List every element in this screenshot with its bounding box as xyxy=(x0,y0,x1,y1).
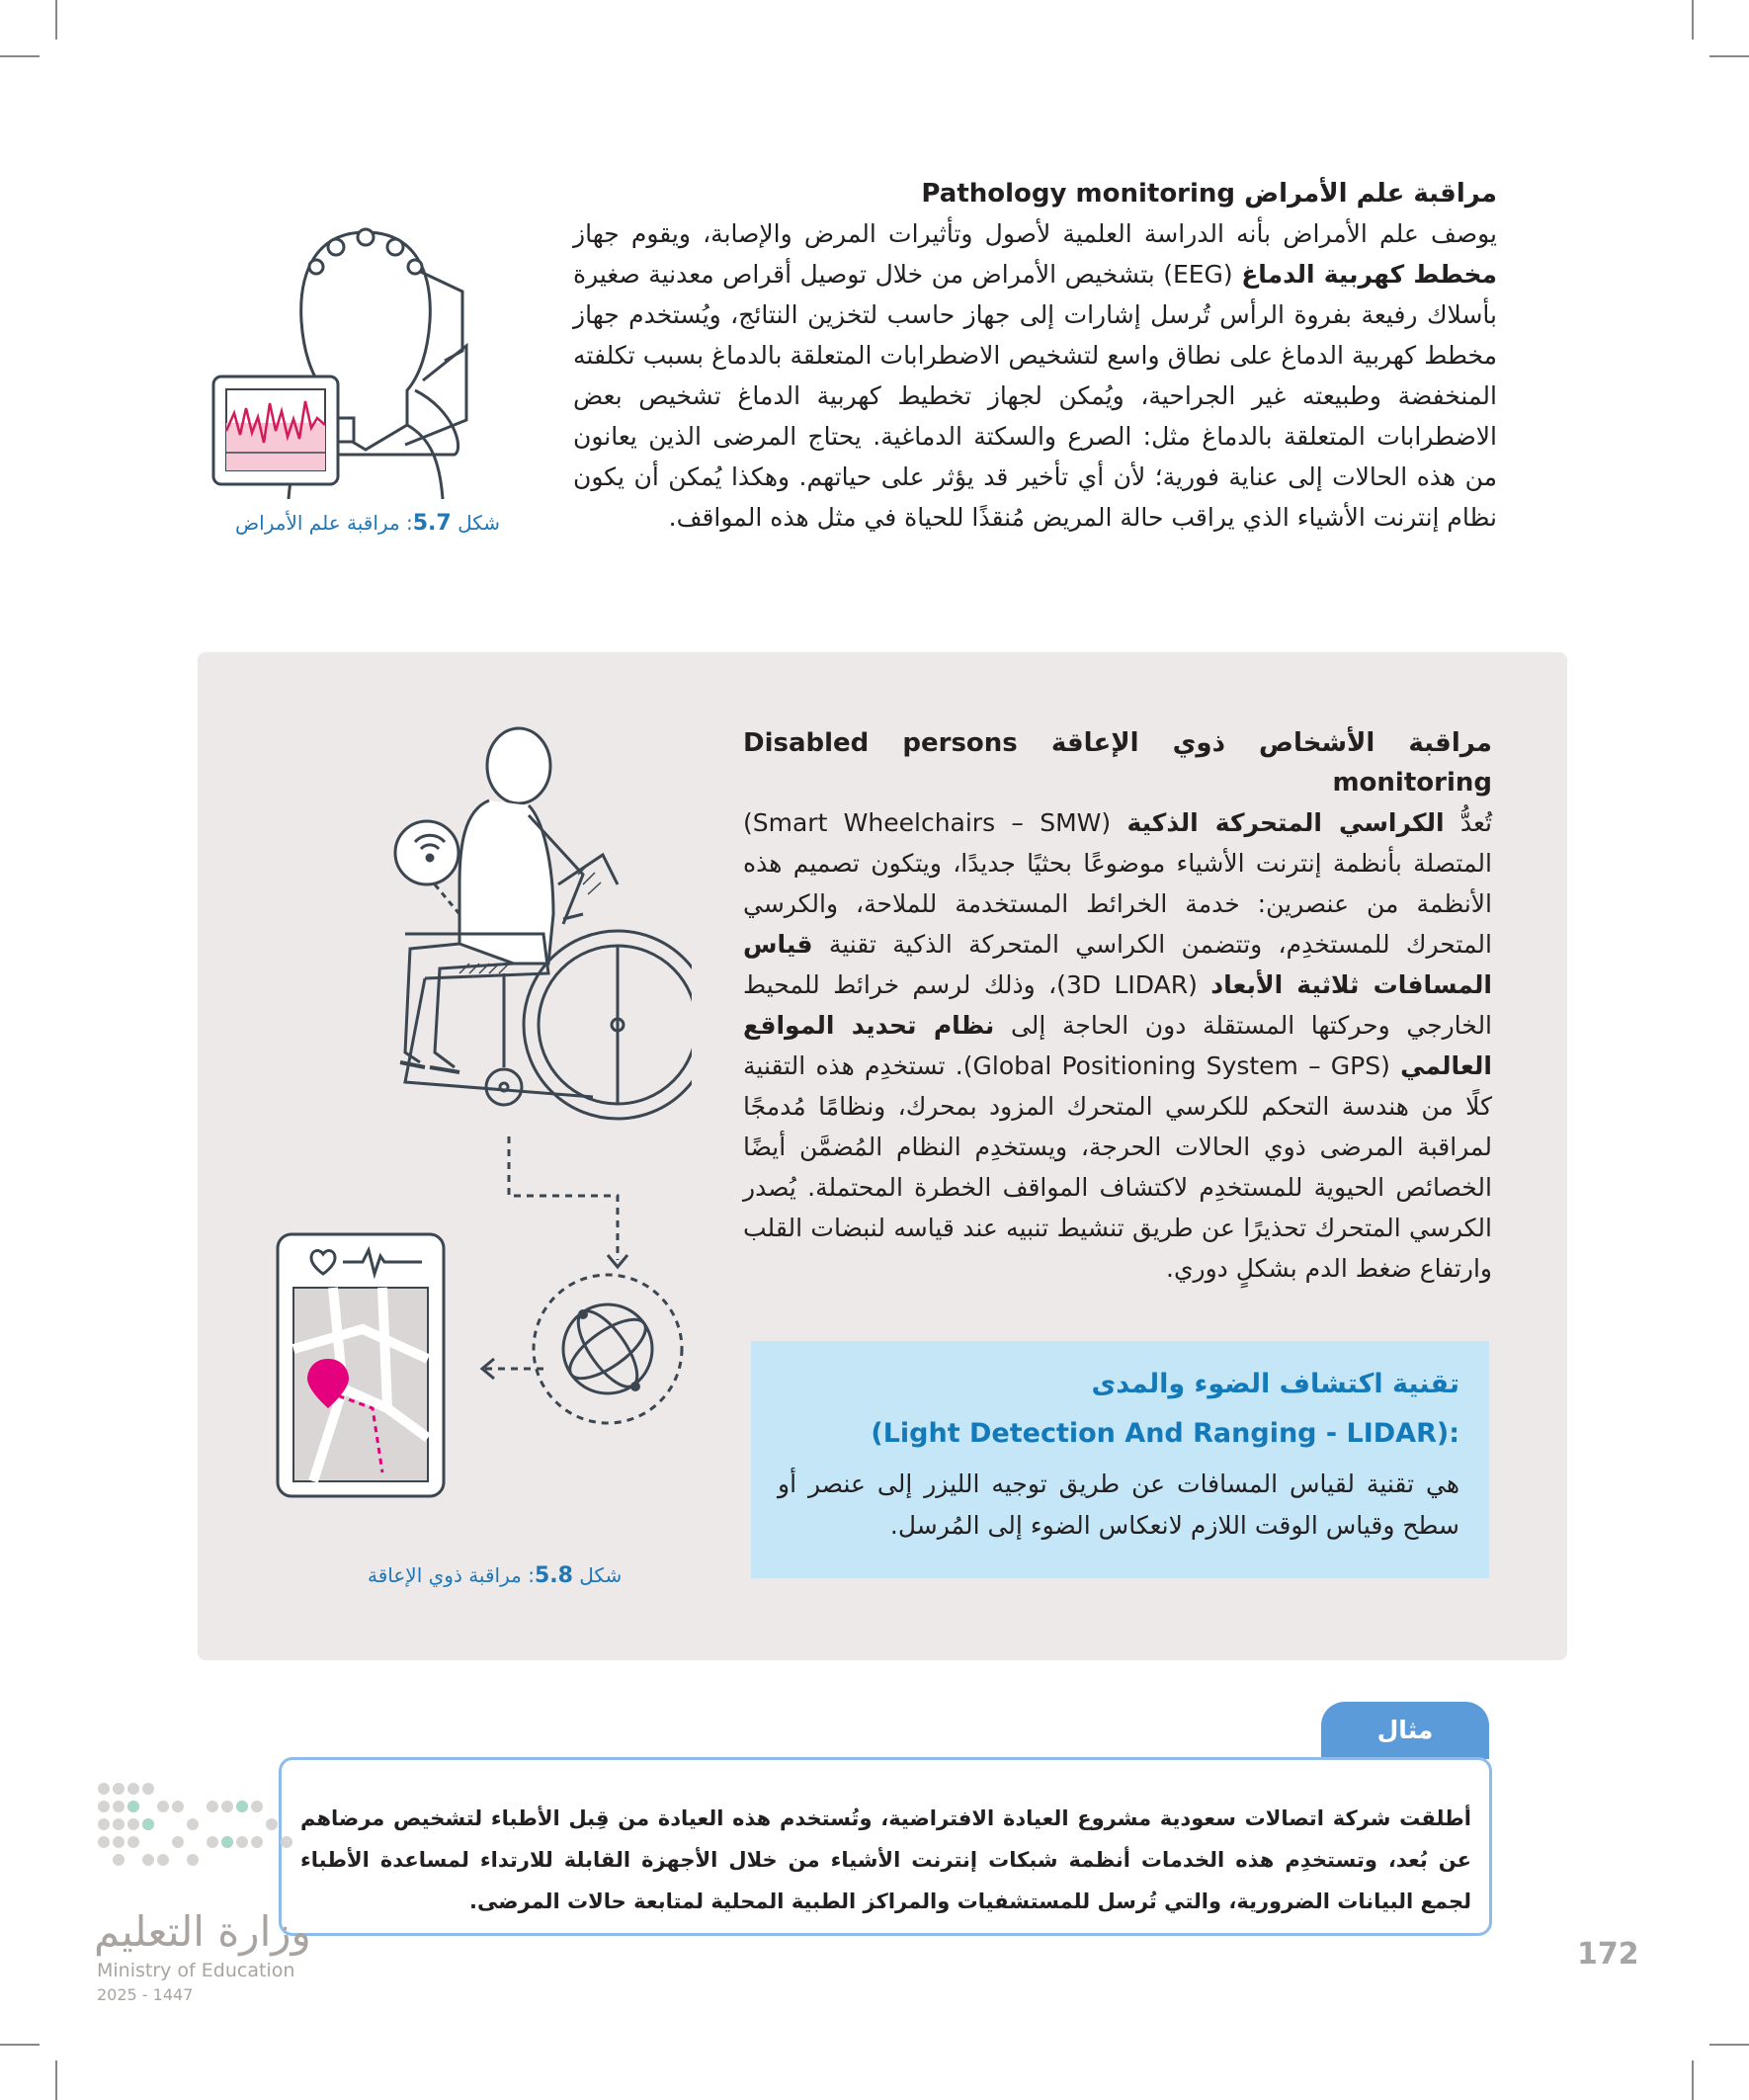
text-run: (Smart Wheelchairs – SMW) المتصلة بأنظمة إنترنت الأشياء موضوعًا بحثيًا جديدًا، ويتكون تصميم هذه الأنظمة من عنصرين: خدمة الخرائط المستخدمة للملاحة، والكرسي المتحرك للمستخدِم، وتتضمن الكراسي المتحركة الذكية تقنية xyxy=(743,808,1492,959)
heading-arabic: مراقبة الأشخاص ذوي الإعاقة xyxy=(1050,728,1493,758)
text-run: (Global Positioning System – GPS). تستخدِم هذه التقنية كلًا من هندسة التحكم للكرسي المتحرك المزود بمحرك، ونظامًا مُدمجًا لمراقبة المرضى ذوي الحالات الحرجة، ويستخدِم النظام المُضمَّن أيضًا الخصائص الحيوية للمستخدِم لاكتشاف المواقف الخطرة المحتملة. يُصدر الكرسي المتحرك تحذيرًا عن طريق تنشيط تنبيه عند قياسه لنبضات القلب وارتفاع ضغط الدم بشكلٍ دوري. xyxy=(743,1051,1492,1283)
crop-mark xyxy=(1709,55,1749,57)
text-run: تُعدُّ xyxy=(1459,808,1492,837)
ministry-year: 2025 - 1447 xyxy=(97,1985,194,2004)
disabled-section xyxy=(743,723,1492,1289)
section-paragraph xyxy=(743,802,1492,1289)
caption-text: : مراقبة علم الأمراض xyxy=(235,511,413,535)
section-heading xyxy=(743,723,1492,802)
map-phone-icon xyxy=(274,1230,452,1507)
lidar-subtitle: (Light Detection And Ranging - LIDAR): xyxy=(871,1418,1459,1449)
lidar-title: تقنية اكتشاف الضوء والمدى xyxy=(1091,1369,1459,1399)
crop-mark xyxy=(55,0,57,40)
crop-mark xyxy=(0,55,40,57)
globe-satellite-icon xyxy=(529,1270,687,1428)
crop-mark xyxy=(55,2060,57,2100)
crop-mark xyxy=(1709,2044,1749,2046)
crop-mark xyxy=(1692,0,1694,40)
lidar-definition-box xyxy=(751,1341,1489,1578)
pathology-section xyxy=(573,174,1497,538)
crop-mark xyxy=(0,2044,40,2046)
ministry-name-arabic: وزارة التعليم xyxy=(94,1907,311,1956)
example-box xyxy=(279,1757,1492,1936)
crop-mark xyxy=(1692,2060,1694,2100)
caption-prefix: شكل xyxy=(579,1563,623,1587)
text-run: (EEG) بتشخيص الأمراض من خلال توصيل أقراص معدنية صغيرة بأسلاك رفيعة بفروة الرأس تُرسل إشارات إلى جهاز حاسب لتخزين النتائج، ويُستخدم جهاز مخطط كهربية الدماغ على نطاق واسع لتشخيص الاضطرابات المتعلقة بالدماغ بسبب تكلفته المنخفضة وطبيعته غير الجراحية، ويُمكن لجهاز تخطيط كهربية الدماغ تشخيص بعض الاضطرابات المتعلقة بالدماغ مثل: الصرع والسكتة الدماغية. يحتاج المرضى الذين يعانون من هذه الحالات إلى عناية فورية؛ لأن أي تأخير قد يؤثر على حياتهم. وهكذا يُمكن أن يكون نظام إنترنت الأشياء الذي يراقب حالة المريض مُنقذًا للحياة في مثل هذه المواقف. xyxy=(573,260,1497,532)
section-paragraph xyxy=(573,213,1497,538)
figure-caption-5-7 xyxy=(235,511,500,536)
lidar-text: هي تقنية لقياس المسافات عن طريق توجيه الليزر إلى عنصر أو سطح وقياس الوقت اللازم لانعكاس الضوء إلى المُرسل. xyxy=(778,1470,1459,1540)
heading-arabic: مراقبة علم الأمراض xyxy=(1244,179,1497,209)
heading-english: Pathology monitoring xyxy=(921,179,1236,209)
caption-number: 5.7 xyxy=(412,511,452,536)
bold-term: الكراسي المتحركة الذكية xyxy=(1126,808,1445,837)
caption-number: 5.8 xyxy=(534,1563,573,1588)
heading-english: Disabled persons monitoring xyxy=(743,728,1492,798)
bold-term: قياس المسافات ثلاثية الأبعاد xyxy=(743,930,1492,999)
text-run: يوصف علم الأمراض بأنه الدراسة العلمية لأصول وتأثيرات المرض والإصابة، ويقوم جهاز xyxy=(573,219,1497,248)
caption-text: : مراقبة ذوي الإعاقة xyxy=(368,1563,535,1587)
ministry-logo-icon xyxy=(94,1779,311,1888)
eeg-monitor-icon xyxy=(210,374,359,487)
page-number: 172 xyxy=(1577,1937,1639,1972)
wheelchair-illustration xyxy=(366,726,692,1122)
caption-prefix: شكل xyxy=(458,511,501,535)
text-run: (3D LIDAR)، وذلك لرسم خرائط للمحيط الخارجي وحركتها المستقلة دون الحاجة إلى xyxy=(743,970,1493,1040)
figure-caption-5-8 xyxy=(368,1563,622,1588)
example-tab: مثال xyxy=(1321,1702,1489,1759)
bold-term: مخطط كهربية الدماغ xyxy=(1241,260,1497,289)
bold-term: نظام تحديد المواقع العالمي xyxy=(743,1011,1493,1080)
example-text: أطلقت شركة اتصالات سعودية مشروع العيادة الافتراضية، وتُستخدم هذه العيادة من قِبل الأطباء لتشخيص مرضاهم عن بُعد، وتستخدِم هذه الخدمات أنظمة شبكات إنترنت الأشياء من خلال الأجهزة القابلة للارتداء لمساعدة الأطباء لجمع البيانات الضرورية، والتي تُرسل للمستشفيات والمراكز الطبية المحلية لمتابعة حالات المرضى. xyxy=(300,1806,1471,1913)
section-heading xyxy=(573,174,1497,213)
ministry-name-english: Ministry of Education xyxy=(97,1960,295,1981)
